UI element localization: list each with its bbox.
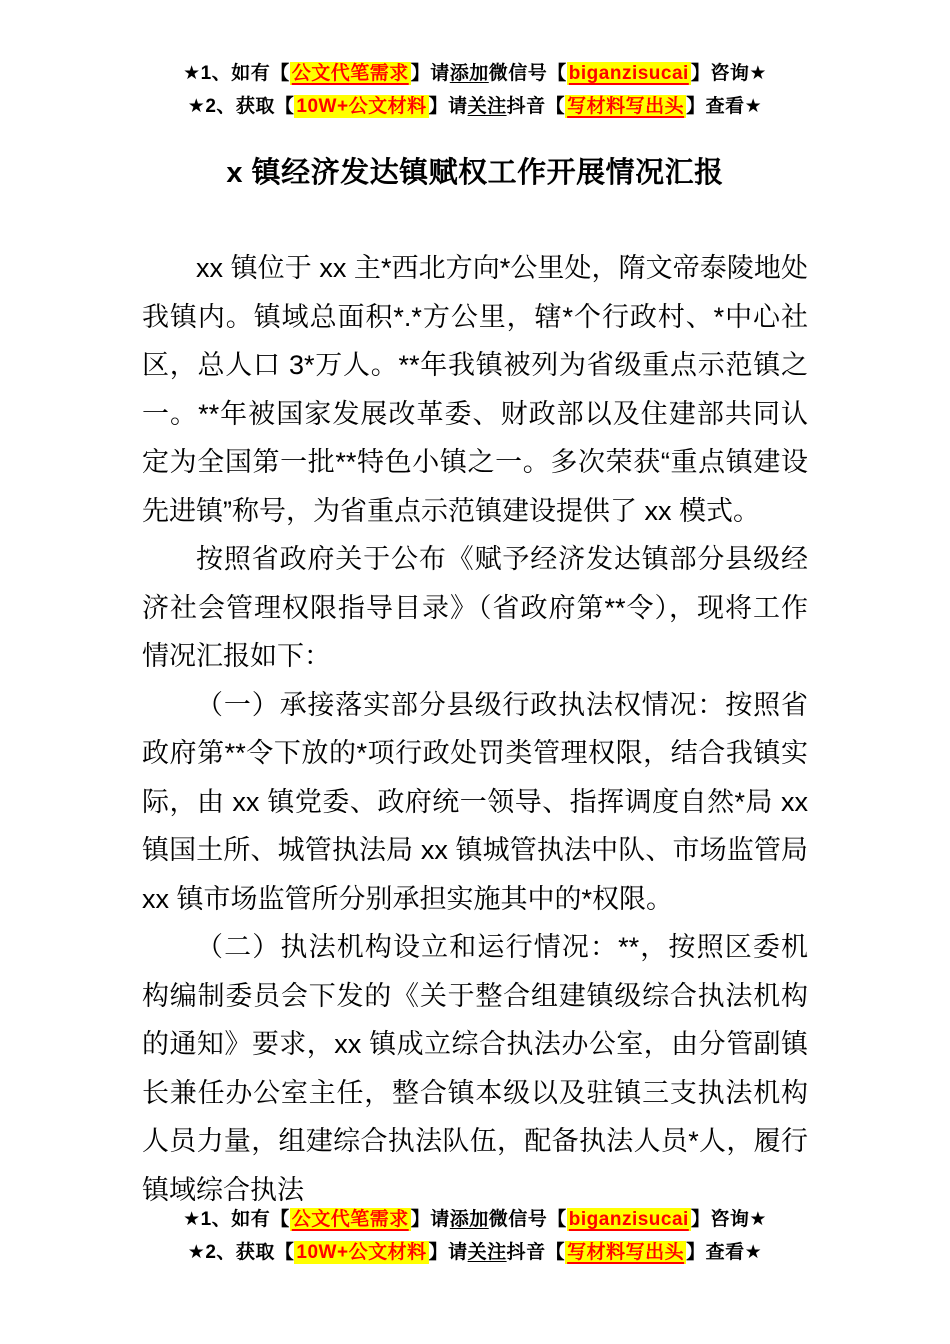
- document-body: [0, 210, 950, 1214]
- promo-highlight-text: biganzisucai: [568, 63, 689, 84]
- promo-text: 微信号【: [488, 63, 567, 84]
- promo-highlight-text: 公文代笔需求: [291, 1209, 409, 1230]
- promo-header: [0, 0, 950, 123]
- promo-text: 】请: [428, 1242, 468, 1263]
- promo-line-2: [0, 1236, 950, 1269]
- promo-highlight-text: 10W+公文材料: [296, 96, 427, 117]
- promo-text: ★1、如有【: [183, 1209, 290, 1230]
- promo-line-1: [0, 57, 950, 90]
- promo-footer: [0, 1203, 950, 1269]
- promo-highlight-text: 写材料写出头: [567, 1242, 685, 1263]
- promo-text: 抖音【: [506, 96, 566, 117]
- body-paragraph-2: 按照省政府关于公布《赋予经济发达镇部分县级经济社会管理权限指导目录》（省政府第**令），现将工作情况汇报如下：: [142, 544, 808, 672]
- promo-highlight-text: 公文代笔需求: [291, 63, 409, 84]
- promo-text: 关注: [467, 1242, 507, 1263]
- promo-text: ★2、获取【: [187, 96, 295, 117]
- promo-line-1: [0, 1203, 950, 1236]
- promo-text: 微信号【: [488, 1209, 567, 1230]
- promo-text: ★1、如有【: [183, 63, 290, 84]
- promo-highlight-text: 写材料写出头: [567, 96, 685, 117]
- promo-text: 】请: [410, 1209, 450, 1230]
- body-paragraph-4: （二）执法机构设立和运行情况：**，按照区委机构编制委员会下发的《关于整合组建镇级综合执法机构的通知》要求，xx 镇成立综合执法办公室，由分管副镇长兼任办公室主任，整合镇本级以及驻镇三支执法机构人员力量，组建综合执法队伍，配备执法人员*人，履行镇域综合执法: [142, 932, 808, 1205]
- body-paragraph-3: （一）承接落实部分县级行政执法权情况：按照省政府第**令下放的*项行政处罚类管理权限，结合我镇实际，由 xx 镇党委、政府统一领导、指挥调度自然*局 xx 镇国土所、城管执法局 xx 镇城管执法中队、市场监管局 xx 镇市场监管所分别承担实施其中的*权限。: [142, 689, 808, 914]
- promo-highlight-text: 10W+公文材料: [296, 1242, 427, 1263]
- promo-text: 】请: [428, 96, 468, 117]
- promo-text: 抖音【: [506, 1242, 566, 1263]
- promo-text: 】查看★: [686, 1242, 763, 1263]
- promo-text: 关注: [467, 96, 507, 117]
- promo-text: 添加: [449, 63, 489, 84]
- promo-text: ★2、获取【: [187, 1242, 295, 1263]
- promo-highlight-text: biganzisucai: [568, 1209, 689, 1230]
- body-paragraph-1: xx 镇位于 xx 主*西北方向*公里处，隋文帝泰陵地处我镇内。镇域总面积*.*方公里，辖*个行政村、*中心社区，总人口 3*万人。**年我镇被列为省级重点示范镇之一。**年被国家发展改革委、财政部以及住建部共同认定为全国第一批**特色小镇之一。多次荣获“重点镇建设先进镇”称号，为省重点示范镇建设提供了 xx 模式。: [142, 253, 808, 526]
- promo-text: 】咨询★: [690, 1209, 767, 1230]
- promo-text: 添加: [449, 1209, 489, 1230]
- promo-text: 】咨询★: [690, 63, 767, 84]
- page-title: x 镇经济发达镇赋权工作开展情况汇报: [226, 157, 724, 189]
- promo-text: 】请: [410, 63, 450, 84]
- promo-line-2: [0, 90, 950, 123]
- promo-text: 】查看★: [686, 96, 763, 117]
